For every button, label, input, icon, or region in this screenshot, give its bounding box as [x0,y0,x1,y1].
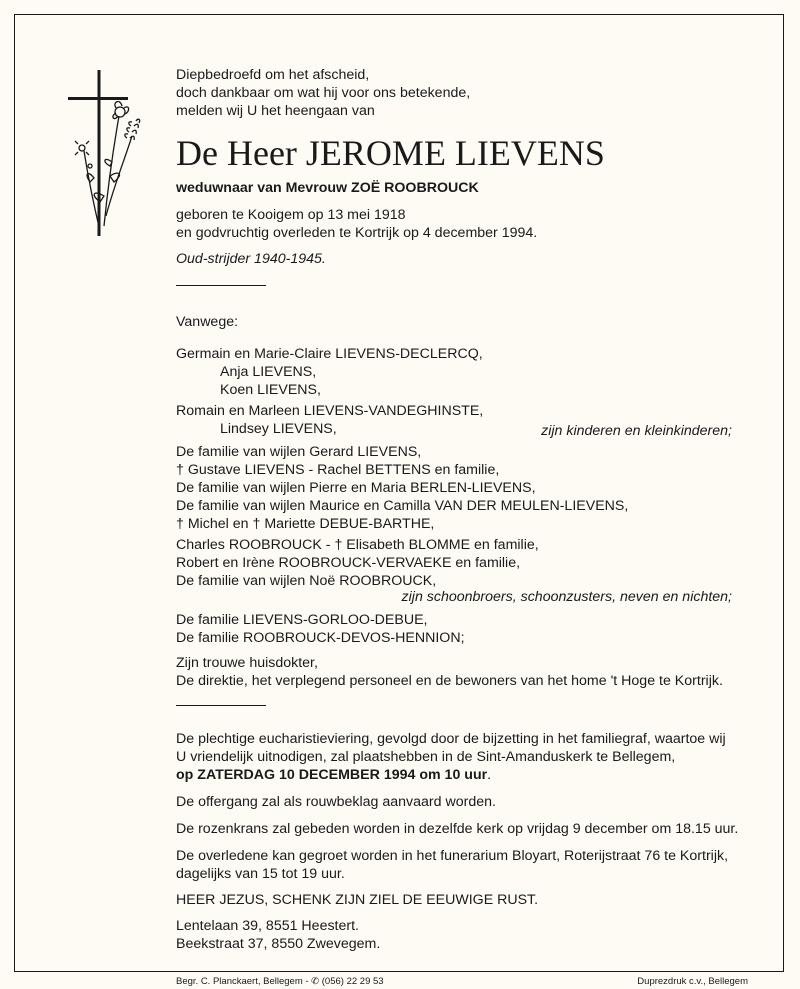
spouse-line: weduwnaar van Mevrouw ZOË ROOBROUCK [176,180,479,196]
family-line: De familie LIEVENS-GORLOO-DEBUE, [176,612,428,628]
mourner-line: Anja LIEVENS, [220,364,317,380]
family-line: De familie ROOBROUCK-DEVOS-HENNION; [176,630,465,646]
veteran-note: Oud-strijder 1940-1945. [176,251,326,267]
others-line: Zijn trouwe huisdokter, [176,655,318,671]
mourner-line: Koen LIEVENS, [220,382,321,398]
ceremony-date [176,766,491,784]
ceremony-date-bold: op ZATERDAG 10 DECEMBER 1994 om 10 uur [176,767,488,783]
children-relation: zijn kinderen en kleinkinderen; [541,423,732,439]
mourner-line: De familie van wijlen Noë ROOBROUCK, [176,573,437,589]
mourner-line: Romain en Marleen LIEVENS-VANDEGHINSTE, [176,403,484,419]
ceremony-line: De plechtige eucharistieviering, gevolgd door de bijzetting in het familiegraf, waartoe wij [176,731,726,747]
footer-printer: Duprezdruk c.v., Bellegem [637,976,748,987]
in-laws-relation: zijn schoonbroers, schoonzusters, neven en nichten; [401,589,732,605]
intro-line: melden wij U het heengaan van [176,103,375,119]
viewing-line: De overledene kan gegroet worden in het funerarium Bloyart, Roterijstraat 76 te Kortrijk, [176,848,729,864]
divider [176,705,266,706]
address-line: Beekstraat 37, 8550 Zwevegem. [176,936,381,952]
mourner-line: Germain en Marie-Claire LIEVENS-DECLERCQ, [176,346,483,362]
mourner-line: Charles ROOBROUCK - † Elisabeth BLOMME en familie, [176,537,539,553]
ceremony-line: U vriendelijk uitnodigen, zal plaatshebben in de Sint-Amanduskerk te Bellegem, [176,749,676,765]
ceremony-date-end: . [487,767,492,783]
prayer-line: HEER JEZUS, SCHENK ZIJN ZIEL DE EEUWIGE RUST. [176,892,539,908]
footer-undertaker: Begr. C. Planckaert, Bellegem - ✆ (056) 22 29 53 [176,976,384,987]
rosary-line: De rozenkrans zal gebeden worden in dezelfde kerk op vrijdag 9 december om 18.15 uur. [176,821,739,837]
intro-line: doch dankbaar om wat hij voor ons betekende, [176,85,471,101]
mourner-line: De familie van wijlen Maurice en Camilla VAN DER MEULEN-LIEVENS, [176,498,629,514]
address-line: Lentelaan 39, 8551 Heestert. [176,918,359,934]
mourner-line: De familie van wijlen Gerard LIEVENS, [176,444,422,460]
deceased-name: De Heer JEROME LIEVENS [176,133,605,173]
death-line: en godvruchtig overleden te Kortrijk op 4 december 1994. [176,225,538,241]
vanwege-label: Vanwege: [176,314,239,330]
intro-line: Diepbedroefd om het afscheid, [176,67,370,83]
divider [176,285,266,286]
mourner-line: Robert en Irène ROOBROUCK-VERVAEKE en familie, [176,555,521,571]
others-line: De direktie, het verplegend personeel en de bewoners van het home 't Hoge te Kortrijk. [176,673,723,689]
viewing-line: dagelijks van 15 tot 19 uur. [176,866,345,882]
mourner-line: Lindsey LIEVENS, [220,421,337,437]
mourner-line: † Michel en † Mariette DEBUE-BARTHE, [176,516,435,532]
offering-line: De offergang zal als rouwbeklag aanvaard worden. [176,794,496,810]
cross-with-flowers-icon [64,66,154,242]
mourner-line: De familie van wijlen Pierre en Maria BERLEN-LIEVENS, [176,480,536,496]
mourner-line: † Gustave LIEVENS - Rachel BETTENS en familie, [176,462,500,478]
birth-line: geboren te Kooigem op 13 mei 1918 [176,207,406,223]
